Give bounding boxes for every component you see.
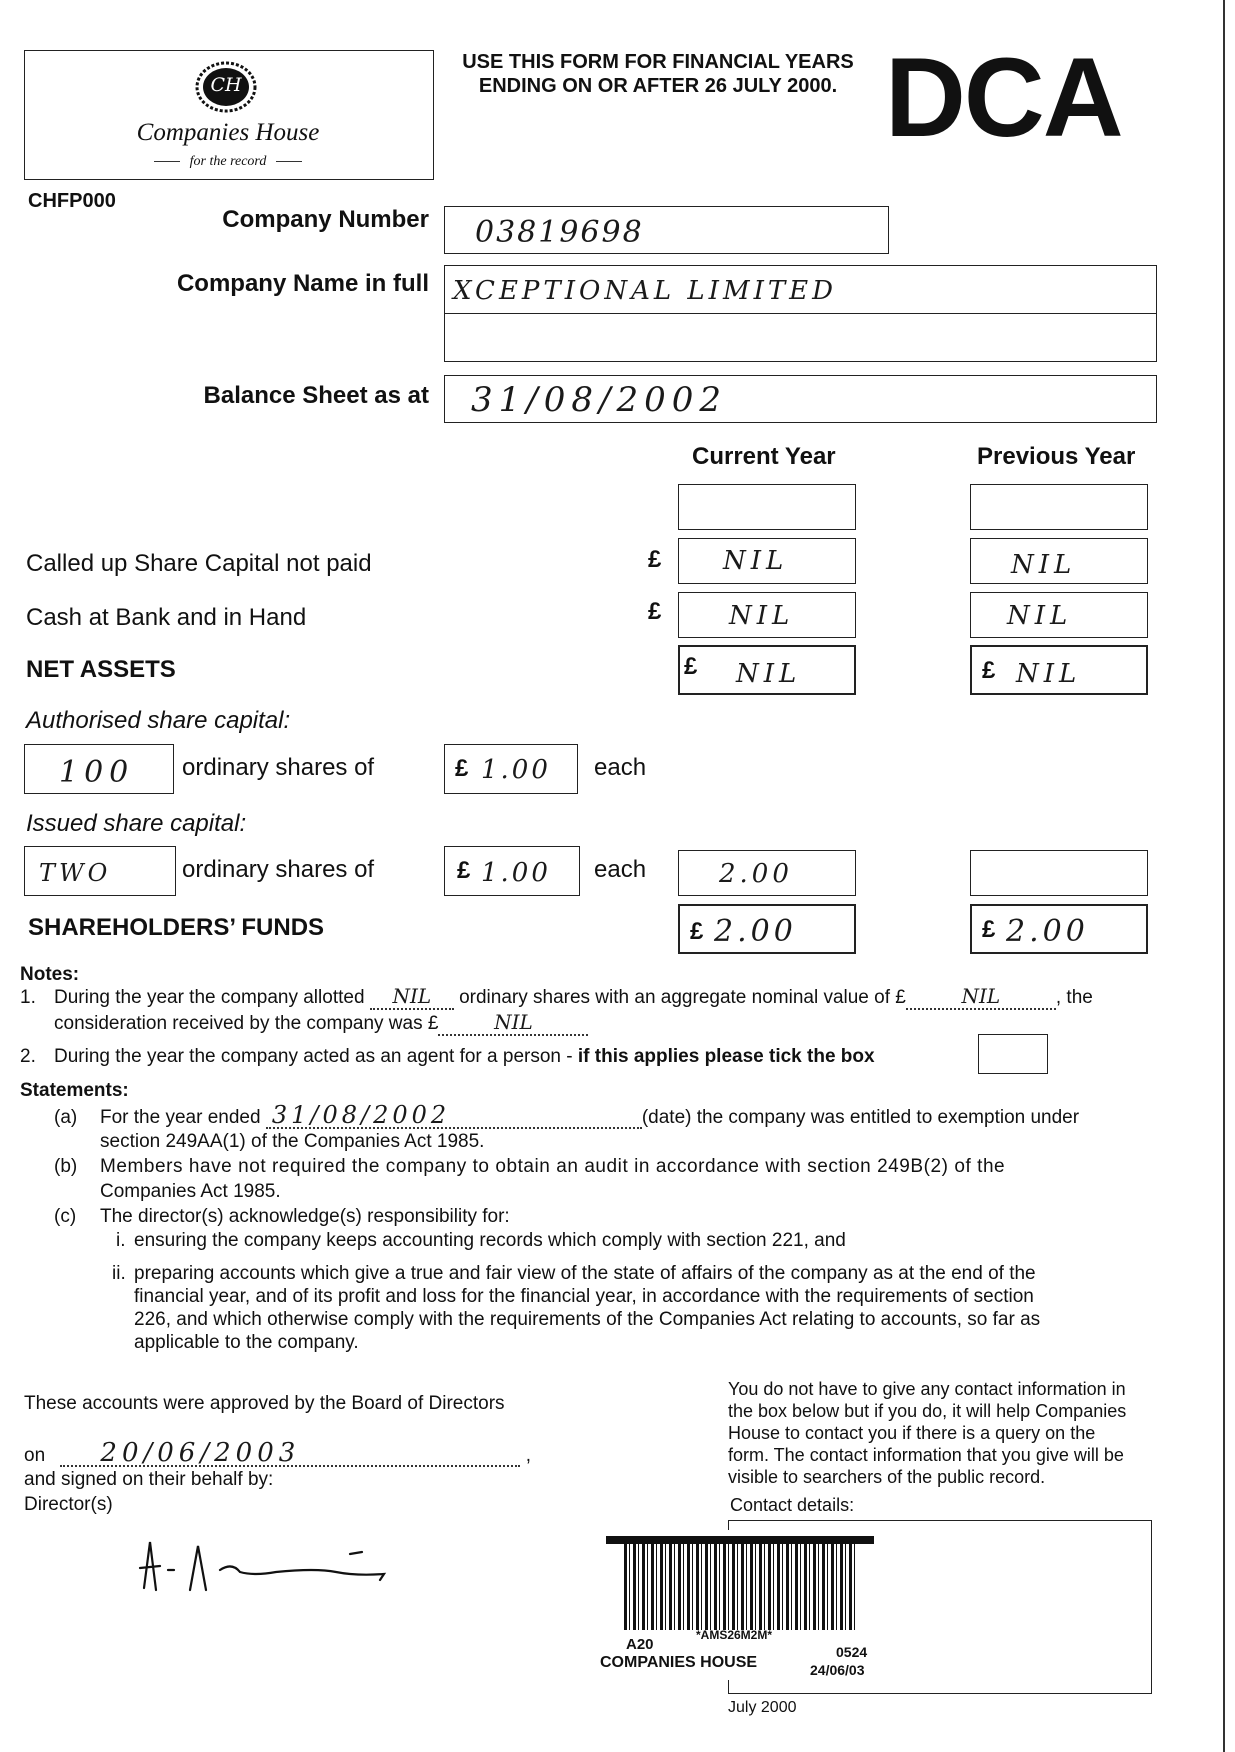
authorised-count-field[interactable] — [24, 744, 174, 794]
shareholders-funds-label: SHAREHOLDERS’ FUNDS — [28, 914, 325, 941]
balance-sheet-date-value: 31/08/2002 — [471, 380, 727, 420]
funds-current-currency: £ — [690, 918, 704, 945]
net-assets-current-field[interactable] — [678, 645, 856, 695]
cash-currency: £ — [648, 598, 662, 625]
issued-mid-label: ordinary shares of — [182, 856, 375, 883]
net-assets-previous-field[interactable] — [970, 645, 1148, 695]
company-name-field[interactable] — [444, 265, 1157, 362]
previous-year-header: Previous Year — [977, 443, 1136, 470]
company-name-value: XCEPTIONAL LIMITED — [453, 276, 837, 306]
issued-count-value: TWO — [39, 859, 112, 887]
approval-line3: and signed on their behalf by: — [24, 1469, 274, 1490]
note1-nominal-value: NIL — [906, 985, 1056, 1010]
form-ref: CHFP000 — [28, 190, 116, 212]
form-use-note: USE THIS FORM FOR FINANCIAL YEARS ENDING ON OR AFTER 26 JULY 2000. — [462, 51, 854, 97]
barcode-text: *AMS26M2M* — [696, 1628, 773, 1642]
director-signature — [136, 1530, 396, 1600]
notes-heading: Notes: — [20, 964, 80, 985]
stamp-code: A20 — [626, 1636, 654, 1653]
authorised-value-field[interactable] — [444, 744, 578, 794]
previous-year-blank-field[interactable] — [970, 484, 1148, 530]
company-name-label: Company Name in full — [176, 270, 429, 297]
issued-value: 1.00 — [481, 858, 551, 888]
barcode-bars — [606, 1536, 874, 1544]
issued-value-field[interactable] — [444, 846, 580, 896]
statement-c-ii: ii. preparing accounts which give a true and fair view of the state of affairs of the company as at the end of the financial year, and of its profit and loss for the financial year, in accordance with the requirements of section 226, and which otherwise comply with the requirements of the Companies Act relating to accounts, so far as applicable to the company. — [112, 1263, 1041, 1353]
agent-tick-box[interactable] — [978, 1034, 1048, 1074]
authorised-currency: £ — [455, 755, 469, 782]
note-1-line2: consideration received by the company was £ NIL — [54, 1011, 588, 1036]
issued-currency: £ — [457, 857, 471, 884]
called-up-current-value: NIL — [723, 546, 789, 576]
authorised-count-value: 100 — [59, 755, 135, 790]
net-assets-current-currency: £ — [684, 653, 698, 680]
cash-label: Cash at Bank and in Hand — [26, 604, 307, 631]
funds-previous-field[interactable] — [970, 904, 1148, 954]
statement-a-line2: section 249AA(1) of the Companies Act 1985. — [100, 1131, 485, 1152]
called-up-previous-field[interactable] — [970, 538, 1148, 584]
issued-count-field[interactable] — [24, 846, 176, 896]
statement-c-i: i. ensuring the company keeps accounting records which comply with section 221, and — [116, 1230, 846, 1251]
note1-shares-value: NIL — [370, 985, 454, 1010]
contact-details-label: Contact details: — [730, 1495, 855, 1515]
net-assets-previous-value: NIL — [1016, 659, 1082, 689]
called-up-currency: £ — [648, 546, 662, 573]
net-assets-label: NET ASSETS — [26, 656, 176, 683]
funds-previous-value: 2.00 — [1006, 914, 1089, 949]
barcode-icon — [624, 1544, 856, 1630]
logo-tagline: for the record — [25, 154, 431, 170]
stamp-org: COMPANIES HOUSE — [600, 1654, 758, 1671]
issued-current-value: 2.00 — [719, 859, 793, 889]
authorised-heading: Authorised share capital: — [26, 707, 291, 734]
form-version: July 2000 — [728, 1699, 797, 1716]
approval-date-line: on 20/06/2003 , — [24, 1438, 531, 1468]
funds-current-value: 2.00 — [714, 914, 797, 949]
approval-line1: These accounts were approved by the Board of Directors — [24, 1393, 505, 1414]
note-2: 2. During the year the company acted as an agent for a person - if this applies please tick the box — [20, 1046, 875, 1067]
authorised-each: each — [594, 754, 647, 781]
cash-current-field[interactable] — [678, 592, 856, 638]
called-up-label: Called up Share Capital not paid — [26, 550, 372, 577]
logo-text: Companies House — [136, 119, 320, 146]
authorised-mid-label: ordinary shares of — [182, 754, 375, 781]
issued-heading: Issued share capital: — [26, 810, 247, 837]
called-up-previous-value: NIL — [1011, 550, 1077, 580]
issued-each: each — [594, 856, 647, 883]
net-assets-previous-currency: £ — [982, 657, 996, 684]
form-code: DCA — [885, 35, 1122, 160]
statement-c: (c) The director(s) acknowledge(s) responsibility for: — [54, 1206, 510, 1227]
called-up-current-field[interactable] — [678, 538, 856, 584]
balance-sheet-date-field[interactable] — [444, 375, 1157, 423]
cash-previous-field[interactable] — [970, 592, 1148, 638]
cash-previous-value: NIL — [1007, 601, 1073, 631]
statement-a: (a) For the year ended 31/08/2002 (date) the company was entitled to exemption under — [54, 1101, 1080, 1129]
logo-monogram: CH — [210, 74, 242, 96]
current-year-blank-field[interactable] — [678, 484, 856, 530]
statement-a-date: 31/08/2002 — [266, 1104, 642, 1129]
note-1: 1. During the year the company allotted NIL ordinary shares with an aggregate nominal value of £ NIL , the — [20, 984, 1093, 1008]
company-number-value: 03819698 — [475, 215, 644, 250]
approval-line4: Director(s) — [24, 1494, 113, 1515]
statement-b: (b) Members have not required the company to obtain an audit in accordance with section 249B(2) of the — [54, 1156, 1006, 1177]
issued-previous-field[interactable] — [970, 850, 1148, 896]
barcode-stamp — [600, 1530, 880, 1680]
note1-consideration-value: NIL — [438, 1011, 588, 1036]
logo-box — [24, 50, 434, 180]
company-number-label: Company Number — [222, 206, 429, 233]
cash-current-value: NIL — [729, 601, 795, 631]
funds-current-field[interactable] — [678, 904, 856, 954]
authorised-value: 1.00 — [481, 755, 551, 785]
balance-sheet-label: Balance Sheet as at — [203, 382, 429, 409]
statement-b-line2: Companies Act 1985. — [100, 1181, 281, 1202]
approval-date: 20/06/2003 — [60, 1442, 520, 1467]
companies-house-logo-icon — [195, 61, 257, 113]
company-number-field[interactable] — [444, 206, 889, 254]
statements-heading: Statements: — [20, 1080, 129, 1101]
page-edge — [1223, 0, 1225, 1752]
net-assets-current-value: NIL — [736, 659, 802, 689]
funds-previous-currency: £ — [982, 916, 996, 943]
stamp-number: 0524 — [836, 1644, 868, 1660]
contact-info-note: You do not have to give any contact information in the box below but if you do, it will help Companies House to contact you if there is a query on the form. The contact information that you give will be visible to searchers of the public record. — [728, 1379, 1127, 1487]
stamp-date: 24/06/03 — [810, 1662, 865, 1678]
current-year-header: Current Year — [692, 443, 836, 470]
issued-current-field[interactable] — [678, 850, 856, 896]
